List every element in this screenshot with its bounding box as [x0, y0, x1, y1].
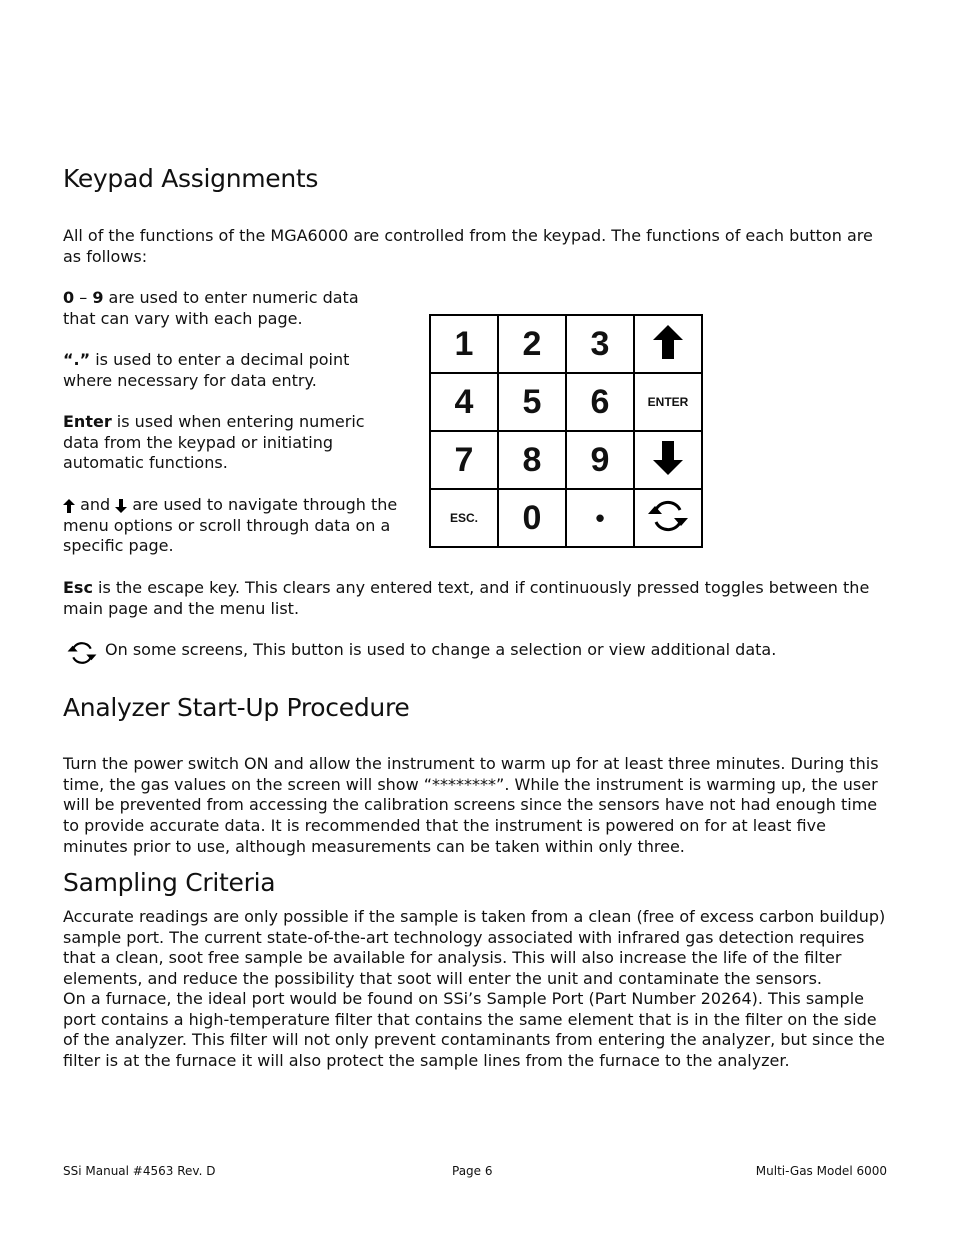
digits-text: are used to enter numeric data that can vary with each page.: [63, 288, 359, 328]
key-1: 1: [430, 315, 498, 373]
cycle-icon: [647, 498, 689, 534]
arrows-and: and: [75, 495, 116, 514]
key-esc: ESC.: [430, 489, 498, 547]
dot-paragraph: [63, 350, 393, 391]
digits-dash: –: [74, 288, 93, 307]
key-4: 4: [430, 373, 498, 431]
cycle-icon: [66, 640, 98, 666]
keypad-diagram: [429, 314, 703, 548]
digits-paragraph: [63, 288, 393, 329]
esc-text: is the escape key. This clears any entered text, and if continuously pressed toggles between the main page and the menu list.: [63, 578, 870, 618]
section-heading-startup: Analyzer Start-Up Procedure: [63, 693, 410, 722]
esc-key: Esc: [63, 578, 93, 597]
dot-key: “.”: [63, 350, 91, 369]
up-arrow-icon: [63, 499, 75, 513]
section-heading-sampling: Sampling Criteria: [63, 868, 276, 897]
key-6: 6: [566, 373, 634, 431]
footer-page-number: Page 6: [452, 1164, 493, 1178]
down-arrow-icon: [652, 440, 684, 476]
footer-model: Multi-Gas Model 6000: [755, 1164, 887, 1178]
key-8: 8: [498, 431, 566, 489]
key-2: 2: [498, 315, 566, 373]
enter-key: Enter: [63, 412, 112, 431]
startup-paragraph: Turn the power switch ON and allow the instrument to warm up for at least three minutes. During this time, the gas values on the screen will show “********”. While the instrument is warming up, the user will be prevented from accessing the calibration screens since the sensors have not had enough time to provide accurate data. It is recommended that the instrument is powered on for at least five minutes prior to use, although measurements can be taken within only three.: [63, 754, 879, 856]
digits-key-start: 0: [63, 288, 75, 307]
dot-text: is used to enter a decimal point where necessary for data entry.: [63, 350, 350, 390]
key-dot: •: [566, 489, 634, 547]
arrows-paragraph: [63, 495, 399, 557]
down-arrow-icon: [115, 499, 127, 513]
key-enter: ENTER: [634, 373, 702, 431]
enter-paragraph: [63, 412, 393, 474]
key-5: 5: [498, 373, 566, 431]
key-3: 3: [566, 315, 634, 373]
intro-paragraph: All of the functions of the MGA6000 are controlled from the keypad. The functions of each button are as follows:: [63, 226, 873, 266]
key-down: [634, 431, 702, 489]
key-up: [634, 315, 702, 373]
sampling-paragraph-2: On a furnace, the ideal port would be found on SSi’s Sample Port (Part Number 20264). This sample port contains a high-temperature filter that contains the same element that is in the filter on the side of the analyzer. This filter will not only prevent contaminants from entering the analyzer, but since the filter is at the furnace it will also protect the sample lines from the furnace to the analyzer.: [63, 989, 885, 1071]
arrows-text: are used to navigate through the menu options or scroll through data on a specific page.: [63, 495, 398, 556]
enter-text: is used when entering numeric data from the keypad or initiating automatic functions.: [63, 412, 365, 473]
key-7: 7: [430, 431, 498, 489]
cycle-paragraph: On some screens, This button is used to change a selection or view additional data.: [105, 640, 777, 659]
key-cycle: [634, 489, 702, 547]
digits-key-end: 9: [92, 288, 104, 307]
section-heading-keypad: Keypad Assignments: [63, 164, 319, 193]
sampling-paragraph-1: Accurate readings are only possible if the sample is taken from a clean (free of excess carbon buildup) sample port. The current state-of-the-art technology associated with infrared gas detection requires that a clean, soot free sample be available for analysis. This will also increase the life of the filter elements, and reduce the possibility that soot will enter the unit and contaminate the sensors.: [63, 907, 886, 989]
key-0: 0: [498, 489, 566, 547]
esc-paragraph: [63, 578, 893, 619]
up-arrow-icon: [652, 324, 684, 360]
key-9: 9: [566, 431, 634, 489]
footer-manual: SSi Manual #4563 Rev. D: [63, 1164, 216, 1178]
